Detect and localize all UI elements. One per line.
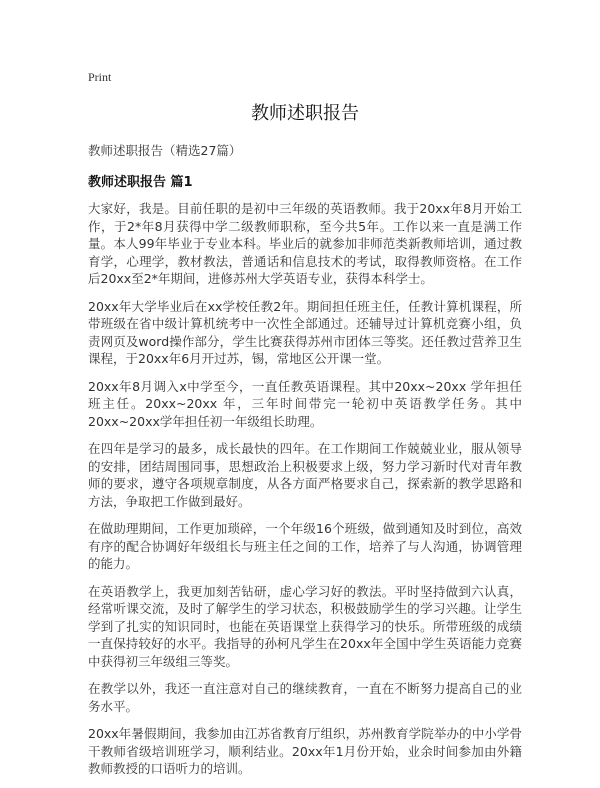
document-subtitle: 教师述职报告（精选27篇） [88, 143, 242, 158]
paragraph: 20xx年大学毕业后在xx学校任教2年。期间担任班主任，任教计算机课程，所带班级在省中级计算机统考中一次性全部通过。还辅导过计算机竞赛小组，负责网页及word操作部分，学生比赛获得苏州市团体三等奖。还任教过营养卫生课程，于20xx年6月开过苏，锡，常地区公开课一堂。 [88, 298, 522, 366]
document-title: 教师述职报告 [251, 103, 359, 124]
paragraph: 20xx年8月调入x中学至今，一直任教英语课程。其中20xx~20xx 学年担任班主任。20xx~20xx 年，三年时间带完一轮初中英语教学任务。其中20xx~20xx学年担任初一年级组长助理。 [88, 378, 522, 429]
paragraph: 在教学以外，我还一直注意对自己的继续教育，一直在不断努力提高自己的业务水平。 [88, 681, 522, 714]
document-page [88, 70, 522, 788]
paragraph: 在做助理期间，工作更加琐碎，一个年级16个班级，做到通知及时到位，高效有序的配合协调好年级组长与班主任之间的工作，培养了与人沟通，协调管理的能力。 [88, 521, 522, 571]
paragraph: 大家好，我是。目前任职的是初中三年级的英语教师。我于20xx年8月开始工作，于2*年8月获得中学二级教师职称，至今共5年。工作以来一直是满工作量。本人99年毕业于专业本科。毕业后的就参加非师范类新教师培训，通过教育学，心理学，教材教法，普通话和信息技术的考试，取得教师资格。在工作后20xx至2*年期间，进修苏州大学英语专业，获得本科学士。 [88, 201, 522, 286]
print-label[interactable]: Print [88, 70, 112, 84]
paragraph: 在四年是学习的最多，成长最快的四年。在工作期间工作兢兢业业，服从领导的安排，团结周围同事，思想政治上积极要求上级，努力学习新时代对青年教师的要求，遵守各项规章制度，从各方面严格要求自己，探索新的教学思路和方法，争取把工作做到最好。 [88, 441, 522, 509]
paragraph: 20xx年暑假期间，我参加由江苏省教育厅组织，苏州教育学院举办的中小学骨干教师省级培训班学习，顺利结业。20xx年1月份开始，业余时间参加由外籍教师教授的口语听力的培训。 [88, 726, 522, 776]
paragraph: 在英语教学上，我更加刻苦钻研，虚心学习好的教法。平时坚持做到六认真，经常听课交流，及时了解学生的学习状态，积极鼓励学生的学习兴趣。让学生学到了扎实的知识同时，也能在英语课堂上获得学习的快乐。所带班级的成绩一直保持较好的水平。我指导的孙柯凡学生在20xx年全国中学生英语能力竞赛中获得初三年级组三等奖。 [88, 583, 522, 669]
section-heading: 教师述职报告 篇1 [88, 175, 193, 190]
